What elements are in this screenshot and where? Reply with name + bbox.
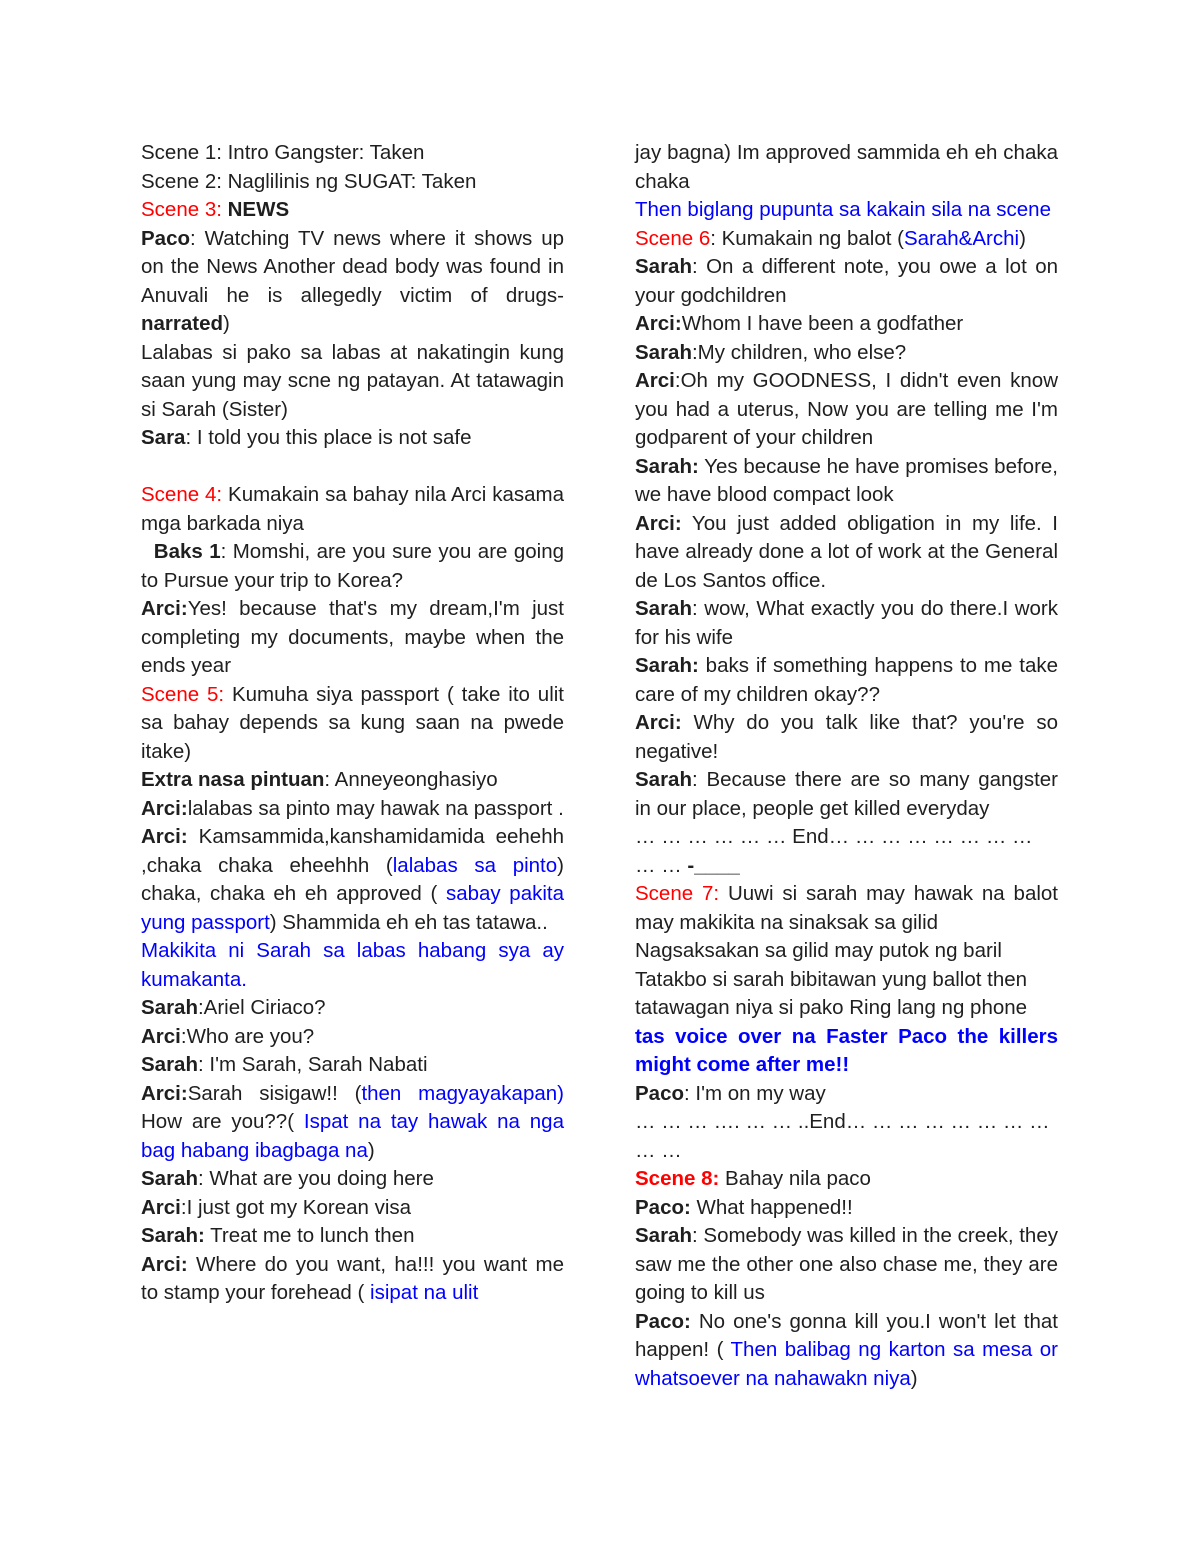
- paco-news-line: Paco: Watching TV news where it shows up on the News Another dead body was found in Anuvali he is allegedly victim of drugs-narrated): [141, 226, 564, 335]
- sarah-godchildren-line: Sarah: On a different note, you owe a lot on your godchildren: [635, 255, 1058, 307]
- scene-8-heading: Scene 8: Bahay nila paco: [635, 1167, 871, 1190]
- tatakbo-direction: Tatakbo si sarah bibitawan yung ballot then tatawagan niya si pako Ring lang ng phone: [635, 967, 1028, 1019]
- arci-godfather-line: Arci:Whom I have been a godfather: [635, 312, 964, 335]
- sarah-promises-line: Sarah: Yes because he have promises before, we have blood compact look: [635, 454, 1058, 506]
- paco-no-one-line: Paco: No one's gonna kill you.I won't let that happen! ( Then balibag ng karton sa mesa or whatsoever na nahawakn niya): [635, 1309, 1058, 1390]
- scene-5-heading: Scene 5: Kumuha siya passport ( take ito ulit sa bahay depends sa kung saan na pwede itake): [141, 682, 564, 763]
- arci-negative-line: Arci: Why do you talk like that? you're so negative!: [635, 711, 1058, 763]
- end-divider-2: … … … …. … … ..End… … … … … … … … … …: [635, 1110, 1050, 1162]
- jay-bagna-line: jay bagna) Im approved sammida eh eh chaka chaka: [635, 141, 1058, 193]
- arci-goodness-line: Arci:Oh my GOODNESS, I didn't even know you had a uterus, Now you are telling me I'm godparent of your children: [635, 369, 1058, 449]
- end-divider-1: … … … … … … End… … … … … … … … … … -____: [635, 825, 1033, 877]
- scene-7-heading: Scene 7: Uuwi si sarah may hawak na balot may makikita na sinaksak sa gilid: [635, 882, 1059, 934]
- paco-what-happened-line: Paco: What happened!!: [635, 1195, 853, 1219]
- arci-obligation-line: Arci: You just added obligation in my life. I have already done a lot of work at the General de Los Santos office.: [635, 511, 1058, 592]
- extra-line: Extra nasa pintuan: Anneyeonghasiyo: [141, 768, 498, 791]
- baks-1-line: Baks 1: Momshi, are you sure you are going to Pursue your trip to Korea?: [141, 540, 564, 592]
- blank-line: [141, 453, 564, 482]
- makikita-direction: Makikita ni Sarah sa labas habang sya ay kumakanta.: [141, 939, 564, 991]
- nagsaksakan-direction: Nagsaksakan sa gilid may putok ng baril: [635, 939, 1002, 962]
- sarah-wow-line: Sarah: wow, What exactly you do there.I work for his wife: [635, 597, 1058, 649]
- scene-2-line: Scene 2: Naglilinis ng SUGAT: Taken: [141, 169, 477, 193]
- arci-dream-line: Arci:Yes! because that's my dream,I'm just completing my documents, maybe when the ends year: [141, 597, 564, 677]
- scene-3-heading: Scene 3: NEWS: [141, 198, 290, 221]
- voice-over-line: tas voice over na Faster Paco the killers might come after me!!: [635, 1024, 1058, 1076]
- sarah-children-line: Sarah:My children, who else?: [635, 340, 907, 364]
- lalabas-direction: Lalabas si pako sa labas at nakatingin kung saan yung may scne ng patayan. At tatawagin si Sarah (Sister): [141, 340, 564, 421]
- biglang-direction: Then biglang pupunta sa kakain sila na scene: [635, 198, 1051, 221]
- arci-kamsammida-line: Arci: Kamsammida,kanshamidamida eehehh ,chaka chaka eheehhh (lalabas sa pinto) chaka, chaka eh eh approved ( sabay pakita yung passport) Shammida eh eh tas tatawa..: [141, 825, 564, 934]
- scene-4-heading: Scene 4: Kumakain sa bahay nila Arci kasama mga barkada niya: [141, 483, 565, 535]
- arci-sisigaw-line: Arci:Sarah sisigaw!! (then magyayakapan) How are you??( Ispat na tay hawak na nga bag habang ibagbaga na): [141, 1081, 564, 1162]
- arci-visa-line: Arci:I just got my Korean visa: [141, 1195, 412, 1219]
- arci-stamp-line: Arci: Where do you want, ha!!! you want me to stamp your forehead ( isipat na ulit: [141, 1252, 564, 1304]
- sarah-name-line: Sarah: I'm Sarah, Sarah Nabati: [141, 1053, 428, 1076]
- scene-1-line: Scene 1: Intro Gangster: Taken: [141, 141, 425, 164]
- paco-on-my-way-line: Paco: I'm on my way: [635, 1081, 826, 1105]
- arci-passport-line: Arci:lalabas sa pinto may hawak na passport .: [141, 796, 564, 820]
- sarah-doing-line: Sarah: What are you doing here: [141, 1167, 434, 1190]
- scene-6-heading: Scene 6: Kumakain ng balot (Sarah&Archi): [635, 226, 1026, 250]
- right-column: [635, 139, 1058, 1393]
- sarah-creek-line: Sarah: Somebody was killed in the creek, they saw me the other one also chase me, they are going to kill us: [635, 1224, 1058, 1304]
- arci-who-line: Arci:Who are you?: [141, 1024, 315, 1048]
- sara-line: Sara: I told you this place is not safe: [141, 426, 472, 449]
- left-column: [141, 139, 564, 1308]
- sarah-baks-line: Sarah: baks if something happens to me take care of my children okay??: [635, 654, 1058, 706]
- sarah-gangster-line: Sarah: Because there are so many gangster in our place, people get killed everyday: [635, 768, 1058, 820]
- sarah-ariel-line: Sarah:Ariel Ciriaco?: [141, 996, 326, 1019]
- sarah-lunch-line: Sarah: Treat me to lunch then: [141, 1224, 415, 1247]
